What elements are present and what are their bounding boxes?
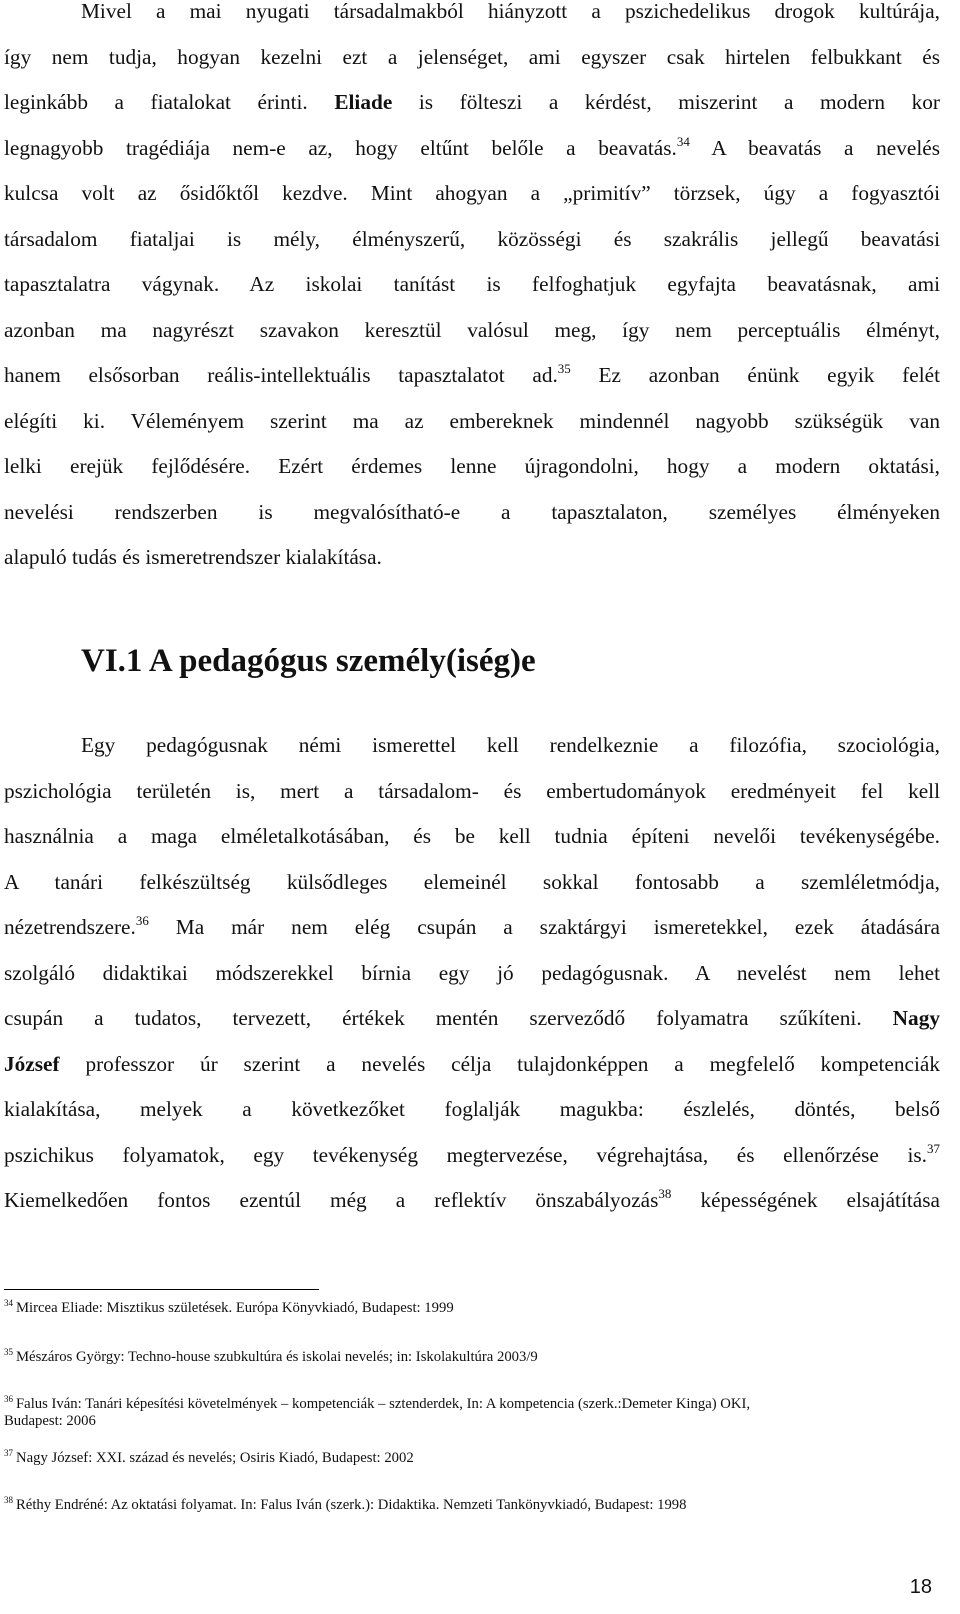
text-line: Kiemelkedően fontos ezentúl még a reflektív önszabályozás$^{38}$ képességének elsajátítása <box>4 1186 940 1212</box>
text-line: Mivel a mai nyugati társadalmakból hiányzott a pszichedelikus drogok kultúrája, <box>81 0 940 23</box>
text-line: pszichikus folyamatok, egy tevékenység megtervezése, végrehajtása, és ellenőrzése is.$^{37}$ <box>4 1140 940 1167</box>
footnote-37: $^{37}$ Nagy József: XXI. század és nevelés; Osiris Kiadó, Budapest: 2002 <box>4 1448 414 1466</box>
text-line: nézetrendszere.$^{36}$ Ma már nem elég csupán a szaktárgyi ismeretekkel, ezek átadására <box>4 913 940 939</box>
footnote-34: $^{34}$ Mircea Eliade: Misztikus születések. Európa Könyvkiadó, Budapest: 1999 <box>4 1298 454 1316</box>
footnote-38: $^{38}$ Réthy Endréné: Az oktatási folyamat. In: Falus Iván (szerk.): Didaktika. Nemzeti Tankönyvkiadó, Budapest: 1998 <box>4 1495 687 1513</box>
footnote-ref-35: 35 <box>557 361 571 376</box>
footnote-35: $^{35}$ Mészáros György: Techno-house szubkultúra és iskolai nevelés; in: Iskolakultúra 2003/9 <box>4 1347 538 1365</box>
text-line: csupán a tudatos, tervezett, értékek mentén szerveződő folyamatra szűkíteni. Nagy <box>4 1006 940 1030</box>
text-line: azonban ma nagyrészt szavakon keresztül valósul meg, így nem perceptuális élményt, <box>4 317 940 342</box>
text-line: így nem tudja, hogyan kezelni ezt a jelenséget, ami egyszer csak hirtelen felbukkant és <box>4 44 940 69</box>
text-line: tapasztalatra vágynak. Az iskolai tanítást is felfoghatjuk egyfajta beavatásnak, ami <box>4 272 940 296</box>
paragraph-pedagogue <box>4 723 940 1224</box>
text-line: József professzor úr szerint a nevelés célja tulajdonképpen a megfelelő kompetenciák <box>4 1051 941 1076</box>
text-line: kialakítása, melyek a következőket foglalják magukba: észlelés, döntés, belső <box>4 1097 940 1121</box>
text-line: hanem elsősorban reális-intellektuális tapasztalatot ad.$^{35}$ Ez azonban énünk egyik felét <box>4 361 940 387</box>
text-line: nevelési rendszerben is megvalósítható-e a tapasztalaton, személyes élményeken <box>4 499 940 524</box>
footnote-ref-34: 34 <box>676 133 690 149</box>
text-line: szolgáló didaktikai módszerekkel bírnia egy jó pedagógusnak. A nevelést nem lehet <box>4 960 940 985</box>
text-line: kulcsa volt az ősidőktől kezdve. Mint ahogyan a „primitív” törzsek, úgy a fogyasztói <box>4 181 940 205</box>
section-heading: VI.1 A pedagógus személy(iség)e <box>81 643 536 679</box>
footnote-ref-36: 36 <box>135 913 149 928</box>
text-line: A tanári felkészültség külsődleges elemeinél sokkal fontosabb a szemléletmódja, <box>4 869 940 894</box>
paragraph-intro <box>4 0 940 581</box>
text-line: lelki erejük fejlődésére. Ezért érdemes lenne újragondolni, hogy a modern oktatási, <box>4 454 940 478</box>
footnote-separator <box>4 1289 319 1290</box>
footnote-ref-37: 37 <box>927 1140 940 1156</box>
author-name-nagy: Nagy <box>892 1006 940 1030</box>
author-name-eliade: Eliade <box>334 90 393 114</box>
text-line: társadalom fiataljai is mély, élményszerű, közösségi és szakrális jellegű beavatási <box>4 226 940 251</box>
text-line: pszichológia területén is, mert a társadalom- és embertudományok eredményeit fel kell <box>4 778 940 803</box>
text-line: alapuló tudás és ismeretrendszer kialakítása. <box>4 545 382 569</box>
text-line: használnia a maga elméletalkotásában, és be kell tudnia építeni nevelői tevékenységébe. <box>4 824 940 848</box>
page-number: 18 <box>909 1576 932 1598</box>
text-line: legnagyobb tragédiája nem-e az, hogy eltűnt belőle a beavatás.$^{34}$ A beavatás a nevelés <box>4 133 940 160</box>
author-name-jozsef: József <box>4 1051 60 1076</box>
footnote-ref-38: 38 <box>658 1186 672 1201</box>
footnote-36: $^{36}$ Falus Iván: Tanári képesítési követelmények – kompetenciák – sztenderdek, In: A kompetencia (szerk.:Demeter Kinga) OKI, Budapest: 2006 <box>4 1394 751 1429</box>
text-line: Egy pedagógusnak némi ismerettel kell rendelkeznie a filozófia, szociológia, <box>81 733 940 757</box>
text-line: elégíti ki. Véleményem szerint ma az embereknek mindennél nagyobb szükségük van <box>4 408 940 433</box>
text-line: leginkább a fiatalokat érinti. Eliade is fölteszi a kérdést, miszerint a modern kor <box>4 90 940 114</box>
